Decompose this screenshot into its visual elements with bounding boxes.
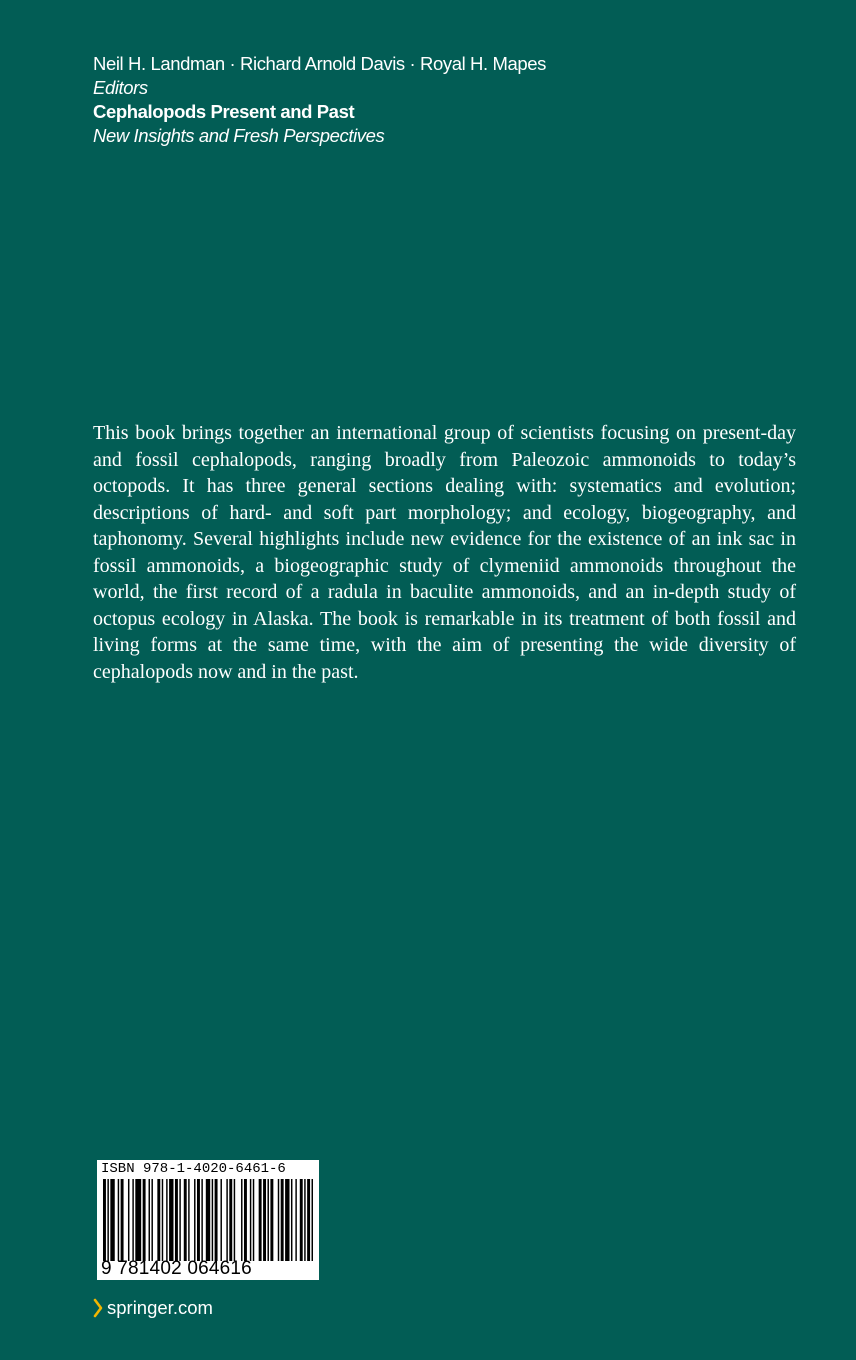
barcode-bar [206,1179,210,1261]
barcode-bar [270,1179,273,1261]
barcode-bar [253,1179,254,1261]
barcode-bar [169,1179,173,1261]
barcode-bar [285,1179,289,1261]
barcode-bar [215,1179,218,1261]
barcode-bar [278,1179,279,1261]
barcode-bar [132,1179,133,1261]
barcode-bar [103,1179,106,1261]
barcode-bar [107,1179,108,1261]
barcode-bar [295,1179,296,1261]
barcode-bar [300,1179,303,1261]
barcode-bar [244,1179,247,1261]
barcode-bar [188,1179,189,1261]
barcode-bar [201,1179,202,1261]
barcode-bar [263,1179,266,1261]
barcode-bar [241,1179,242,1261]
cover-header [93,52,793,148]
barcode-bar [312,1179,313,1261]
barcode-bar [194,1179,195,1261]
publisher-website[interactable]: springer.com [107,1297,213,1318]
chevron-right-icon [93,1298,103,1318]
barcode-bar [307,1179,310,1261]
barcode-bar [267,1179,268,1261]
barcode-bar [118,1179,119,1261]
barcode-bar [212,1179,213,1261]
barcode-bar [197,1179,200,1261]
barcode-bar [281,1179,284,1261]
barcode-bar [304,1179,305,1261]
publisher-footer [93,1296,213,1320]
barcode-bar [162,1179,163,1261]
barcode-bar [184,1179,187,1261]
book-title: Cephalopods Present and Past [93,101,355,122]
barcode-bar [110,1179,114,1261]
book-subtitle: New Insights and Fresh Perspectives [93,125,385,146]
barcode-bar [259,1179,262,1261]
barcode-bar [291,1179,292,1261]
barcode-bar [157,1179,160,1261]
barcode-bar [234,1179,235,1261]
barcode-bar [143,1179,146,1261]
editors-names: Neil H. Landman · Richard Arnold Davis · Royal H. Mapes [93,53,547,74]
barcode-digits: 9 781402 064616 [101,1258,252,1279]
barcode-bar [166,1179,167,1261]
barcode-bar [151,1179,152,1261]
barcode-bar [220,1179,221,1261]
barcode-bar [179,1179,180,1261]
barcode-bar [229,1179,232,1261]
barcode-bar [149,1179,150,1261]
editors-label: Editors [93,77,148,98]
barcode-bar [250,1179,251,1261]
book-description: This book brings together an international group of scientists focusing on present-day and fossil cephalopods, ranging broadly from Paleozoic ammonoids to today’s octopods. It has three general sections dealing with: systematics and evolution; descriptions of hard- and soft part morphology; and ecology, biogeography, and taphonomy. Several highlights include new evidence for the existence of an ink sac in fossil ammonoids, a biogeographic study of clymeniid ammonoids throughout the world, the first record of a radula in baculite ammonoids, and an in-depth study of octopus ecology in Alaska. The book is remarkable in its treatment of both fossil and living forms at the same time, with the aim of presenting the wide diversity of cephalopods now and in the past. [93,422,796,683]
isbn-barcode [97,1160,319,1280]
barcode-bar [135,1179,141,1261]
barcode-bar [128,1179,129,1261]
barcode-bar [226,1179,227,1261]
barcode-bars [103,1179,313,1261]
isbn-text: ISBN 978-1-4020-6461-6 [101,1161,286,1177]
barcode-bar [175,1179,178,1261]
barcode-bar [121,1179,124,1261]
